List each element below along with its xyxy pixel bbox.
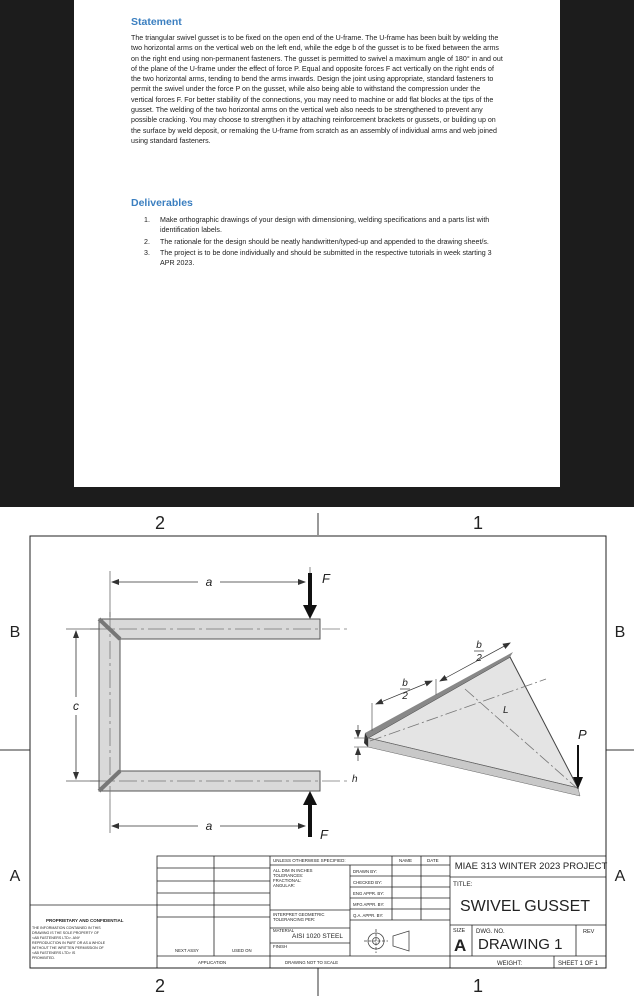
zone-label-top-1: 1: [472, 513, 484, 533]
u-frame: [90, 612, 348, 799]
list-item: 3. The project is to be done individually and should be submitted in the respective tutorials in week starting 3 APR 2023.: [144, 248, 492, 268]
dim-label-l: L: [503, 705, 509, 716]
tb-date: DATE: [427, 858, 439, 863]
list-item: 2. The rationale for the design should be neatly handwritten/typed-up and appended to the drawing sheet/s.: [144, 237, 489, 246]
statement-heading: Statement: [131, 16, 182, 28]
tb-interpret-1: INTERPRET GEOMETRIC: [273, 912, 325, 917]
tb-dims-4: ANGULAR:: [273, 883, 295, 888]
force-f-top-arrow: [303, 573, 317, 619]
dim-label-two-right: 2: [476, 653, 482, 664]
dim-label-a-top: a: [205, 575, 213, 589]
document-page: [74, 0, 560, 487]
engineering-drawing: [0, 507, 634, 996]
tb-proprietary: PROPRIETARY AND CONFIDENTIAL: [46, 918, 124, 923]
tb-prop-1: THE INFORMATION CONTAINED IN THIS: [32, 926, 101, 930]
tb-prop-6: <AB FASTENERS LTD> IS: [32, 951, 76, 955]
drawing-sheet: [0, 507, 634, 996]
dim-label-b-right: b: [476, 640, 482, 651]
zone-label-right-b: B: [614, 624, 626, 641]
dimension-c: [66, 629, 100, 781]
statement-body: The triangular swivel gusset is to be fixed on the open end of the U-frame. The U-frame has been built by welding the two horizontal arms on the vertical web on the left end, while the edge b of the gusset is to be fixed between the arms on the right end using non-permanent fasteners. The gusset is permitted to swivel a maximum angle of 180° in and out of the plane of the U-frame under the effect of force P. Equal and opposite forces F act vertically on the right ends of the two horizontal arms, tending to bend the arms inwards. Design the joint using appropriate, standard fasteners to permit the swivel under the force P on the gusset, while also being able to withstand the compression under the vertical forces F. For better stability of the connections, you may need to machine or add flat blocks at the tips of the gusset. The welding of the two horizontal arms on the vertical web also needs to be strengthened to prevent any possible cracking. You may choose to strengthen it by attaching reinforcement brackets or gussets, or building up on the surface by weld deposit, or remaking the U-frame from scratch as an assembly of individual arms and web joined using standard fasteners.: [131, 34, 503, 145]
tb-dwg-no-label: DWG. NO.: [476, 929, 505, 935]
tb-name: NAME: [399, 858, 413, 863]
tb-prop-7: PROHIBITED.: [32, 956, 55, 960]
zone-label-left-b: B: [9, 624, 21, 641]
force-f-bottom-arrow: [303, 791, 317, 837]
zone-label-bottom-1: 1: [472, 976, 484, 996]
tb-dims-2: TOLERANCES:: [273, 873, 304, 878]
projection-symbol-icon: [364, 929, 409, 953]
tb-dwg-no: DRAWING 1: [478, 936, 563, 953]
tb-qa-appr: Q.A. APPR. BY:: [353, 913, 384, 918]
zone-label-bottom-2: 2: [154, 976, 166, 996]
tb-prop-4: REPRODUCTION IN PART OR AS A WHOLE: [32, 941, 106, 945]
tb-finish: FINISH: [273, 944, 288, 949]
zone-label-left-a: A: [9, 868, 21, 885]
dim-label-b-left: b: [402, 678, 408, 689]
tb-drawn-by: DRAWN BY:: [353, 869, 377, 874]
dim-label-h: h: [352, 774, 358, 785]
deliverables-heading: Deliverables: [131, 197, 193, 209]
tb-dims-3: FRACTIONAL:: [273, 878, 302, 883]
dim-label-two-left: 2: [402, 691, 408, 702]
list-item: 1. Make orthographic drawings of your design with dimensioning, welding specifications and a parts list with identification labels.: [144, 216, 490, 235]
tb-prop-3: <AB FASTENERS LTD>. ANY: [32, 936, 81, 940]
tb-title-label: TITLE:: [453, 881, 473, 888]
tb-size-label: SIZE: [453, 928, 466, 934]
tb-title: SWIVEL GUSSET: [459, 898, 591, 915]
tb-project-name: MIAE 313 WINTER 2023 PROJECT: [454, 861, 608, 872]
tb-rev: REV: [583, 929, 595, 935]
tb-sheet: SHEET 1 OF 1: [558, 961, 598, 967]
zone-label-top-2: 2: [154, 513, 166, 533]
tb-prop-5: WITHOUT THE WRITTEN PERMISSION OF: [32, 946, 104, 950]
tb-not-to-scale: DRAWING NOT TO SCALE: [285, 960, 339, 965]
gusset: [364, 652, 580, 796]
tb-application: APPLICATION: [198, 960, 227, 965]
tb-weight: WEIGHT:: [497, 961, 522, 967]
tb-eng-appr: ENG APPR. BY:: [353, 891, 385, 896]
dim-label-c: c: [73, 699, 79, 713]
force-label-f-bottom: F: [320, 827, 328, 842]
tb-used-on: USED ON: [232, 948, 252, 953]
zone-label-right-a: A: [614, 868, 626, 885]
tb-next-assy: NEXT ASSY: [175, 948, 199, 953]
force-label-p: P: [578, 727, 587, 742]
tb-size: A: [454, 936, 467, 955]
tb-mfg-appr: MFG APPR. BY:: [353, 902, 385, 907]
tb-dims-1: ALL DIM IN INCHES: [273, 868, 313, 873]
tb-prop-2: DRAWING IS THE SOLE PROPERTY OF: [32, 931, 99, 935]
deliverables-list: [144, 215, 504, 269]
tb-material-label: MATERIAL: [273, 928, 295, 933]
dim-label-a-bottom: a: [205, 819, 213, 833]
tb-checked-by: CHECKED BY:: [353, 880, 382, 885]
tb-material: AISI 1020 STEEL: [292, 933, 343, 940]
force-label-f-top: F: [322, 571, 330, 586]
tb-interpret-2: TOLERANCING PER:: [273, 917, 316, 922]
tb-unless: UNLESS OTHERWISE SPECIFIED:: [273, 858, 346, 863]
